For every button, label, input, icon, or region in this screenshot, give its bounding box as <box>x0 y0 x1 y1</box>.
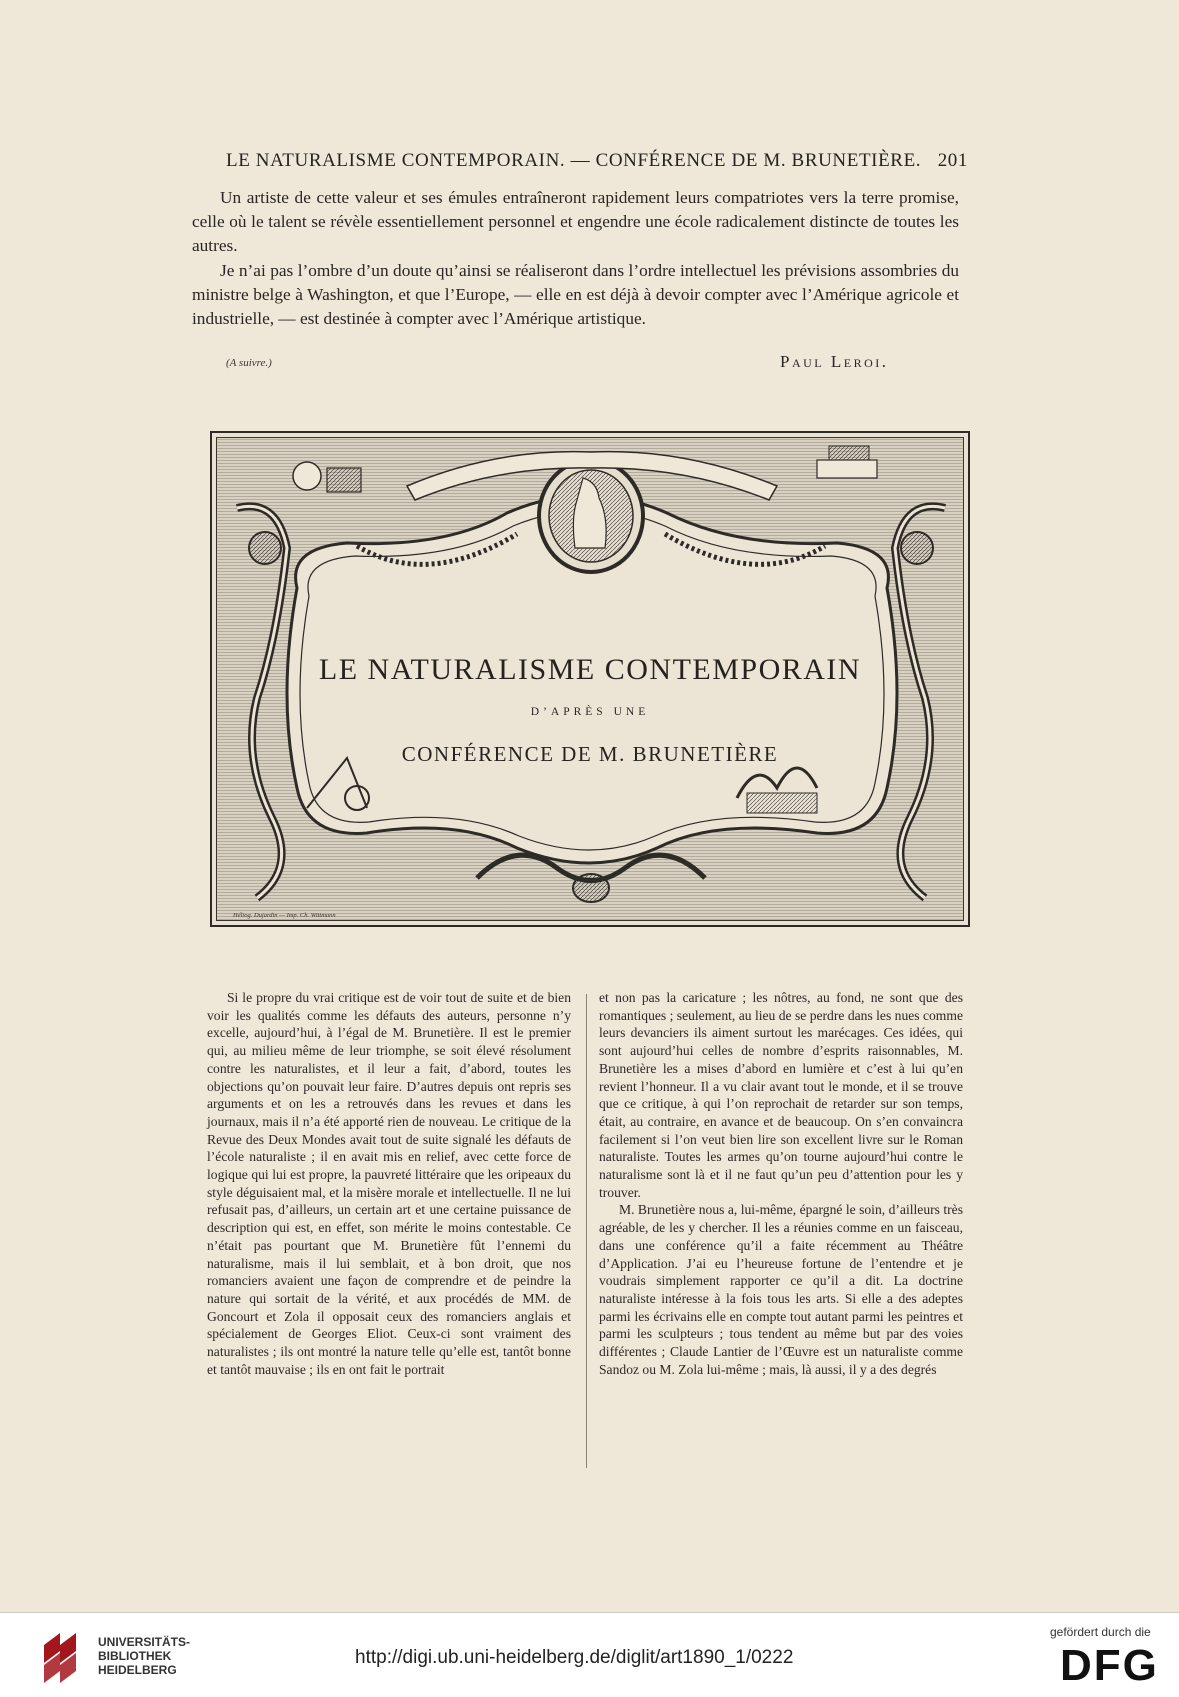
column-left <box>207 989 571 1378</box>
university-library-logo-icon <box>40 1631 84 1683</box>
running-head-title: LE NATURALISME CONTEMPORAIN. — CONFÉRENCE DE M. BRUNETIÈRE. <box>226 150 922 171</box>
running-head <box>226 150 968 172</box>
funded-by-label: gefördert durch die <box>1050 1625 1151 1639</box>
headpiece-inner <box>216 437 964 921</box>
body-paragraph: Si le propre du vrai critique est de voir tout de suite et de bien voir les qualités comme les défauts des auteurs, personne n’y excelle, aujourd’hui, à l’égal de M. Brunetière. Il est le premier qui, au milieu même de leur triomphe, se soit élevé résolument contre les naturalistes, et il leur a fait, d’abord, toutes les objections qu’on pouvait leur faire. D’autres depuis ont repris ses arguments et on les a retrouvés dans les revues et dans les journaux, mais il n’a été apporté rien de nouveau. Le critique de la Revue des Deux Mondes avait tout de suite signalé les défauts de l’école naturaliste ; il en avait mis en relief, avec cette force de logique qui lui est propre, la pauvreté littéraire que les oripeaux du style déguisaient mal, et la misère morale et intellectuelle. Il ne lui refusait pas, d’ailleurs, un certain art et une certaine puissance de description qui est, en effet, son mérite le moins contestable. Ce n’était pas pourtant que M. Brunetière fût l’ennemi du naturalisme, mais il lui semblait, et à bon droit, que nos romanciers avaient une façon de comprendre et de peindre la nature qui sortait de la vérité, et aux procédés de MM. de Goncourt et Zola il opposait ceux des romanciers anglais et spécialement de Georges Eliot. Ceux-ci sont vraiment des naturalistes ; ils ont montré la nature telle qu’elle est, tantôt bonne et tantôt mauvaise ; ils en ont fait le portrait <box>207 990 571 1377</box>
intro-paragraph: Un artiste de cette valeur et ses émules entraîneront rapidement leurs compatriotes vers la terre promise, celle où le talent se révèle essentiellement personnel et engendre une école radicalement distincte de toutes les autres. <box>192 188 959 256</box>
library-name-line: HEIDELBERG <box>98 1663 177 1677</box>
dfg-logo: DFG <box>1060 1641 1159 1690</box>
column-right <box>599 989 963 1378</box>
viewer-footer <box>0 1612 1179 1697</box>
column-divider <box>586 994 587 1468</box>
headpiece-title: LE NATURALISME CONTEMPORAIN <box>318 653 862 686</box>
library-name-line: UNIVERSITÄTS- <box>98 1635 191 1649</box>
engraving-credit: Héliog. Dujardin — Imp. Ch. Wittmann <box>233 912 336 919</box>
page-number: 201 <box>937 150 968 171</box>
library-name <box>98 1635 190 1677</box>
library-name-line: BIBLIOTHEK <box>98 1649 172 1663</box>
headpiece-subtitle: D’APRÈS UNE <box>530 706 650 718</box>
intro-text <box>192 186 959 331</box>
headpiece-title-second-line: CONFÉRENCE DE M. BRUNETIÈRE <box>401 742 779 766</box>
body-paragraph: et non pas la caricature ; les nôtres, au fond, ne sont que des romantiques ; seulement, au lieu de se perdre dans les nues comme leurs devanciers ils aiment surtout les marécages. Ces idées, qui sont aujourd’hui celles de nombre d’esprits raisonnables, M. Brunetière les a mises d’abord en lumière et c’est à lui qu’en revient l’honneur. Il a vu clair avant tout le monde, et il se trouve que ce critique, à qui l’on reprochait de retarder sur son temps, était, au contraire, en avance et de beaucoup. On s’en convaincra facilement si l’on veut bien lire son excellent livre sur le Roman naturaliste. Toutes les armes qu’on tourne aujourd’hui contre le naturalisme sont là et il ne faut qu’un peu d’attention pour les y trouver. <box>599 990 963 1200</box>
intro-paragraph: Je n’ai pas l’ombre d’un doute qu’ainsi se réaliseront dans l’ordre intellectuel les prévisions assombries du ministre belge à Washington, et que l’Europe, — elle en est déjà à devoir compter avec l’Amérique agricole et industrielle, — est destinée à compter avec l’Amérique artistique. <box>192 260 959 329</box>
headpiece-engraving <box>210 431 970 927</box>
permalink-url[interactable]: http://digi.ub.uni-heidelberg.de/diglit/art1890_1/0222 <box>355 1647 794 1668</box>
author-signature: Paul Leroi. <box>780 352 889 371</box>
body-paragraph: M. Brunetière nous a, lui-même, épargné le soin, d’ailleurs très agréable, de les y chercher. Il les a réunies comme en un faisceau, dans une conférence qu’il a faite récemment au Théâtre d’Application. J’ai eu l’heureuse fortune de l’entendre et je voudrais simplement rapporter ce qu’il a dit. La doctrine naturaliste intéresse à la fois tous les arts. Si elle a des adeptes parmi les écrivains elle en compte tout autant parmi les peintres et parmi les sculpteurs ; tous tendent au même but par des voies différentes ; Claude Lantier de l’Œuvre est un naturaliste comme Sandoz ou M. Zola lui-même ; mais, là aussi, il y a des degrés <box>599 1202 963 1377</box>
a-suivre-note: (A suivre.) <box>226 357 272 369</box>
body-columns <box>207 989 963 1378</box>
